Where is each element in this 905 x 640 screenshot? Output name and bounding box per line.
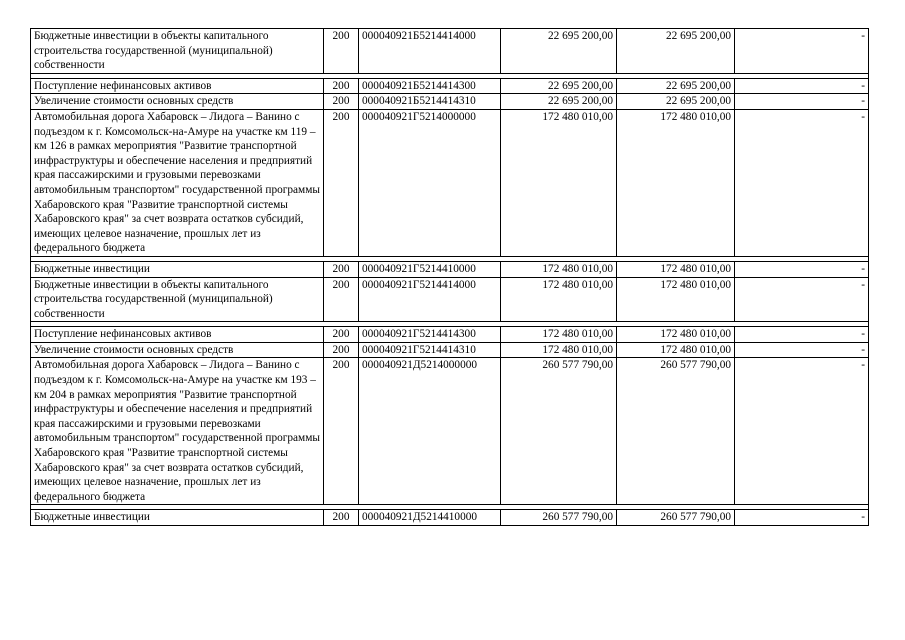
cell-line-code: 200 bbox=[324, 29, 359, 74]
cell-unexecuted-amount: - bbox=[735, 94, 869, 110]
cell-unexecuted-amount: - bbox=[735, 510, 869, 526]
cell-line-code: 200 bbox=[324, 342, 359, 358]
cell-approved-amount: 172 480 010,00 bbox=[501, 327, 617, 343]
cell-name: Автомобильная дорога Хабаровск – Лидога – Ванино с подъездом к г. Комсомольск-на-Амуре на участке км 119 – км 126 в рамках мероприятия "Развитие транспортной инфраструктуры и обеспечение населения и предприятий края пассажирскими и грузовыми перевозками автомобильным транспортом" государственной программы Хабаровского края "Развитие транспортной системы Хабаровского края" за счет возврата остатков субсидий, имеющих целевое назначение, прошлых лет из федерального бюджета bbox=[31, 109, 324, 256]
cell-unexecuted-amount: - bbox=[735, 78, 869, 94]
cell-classification-code: 000040921Д5214000000 bbox=[359, 358, 501, 505]
table-row bbox=[31, 261, 869, 277]
cell-name: Бюджетные инвестиции в объекты капитального строительства государственной (муниципальной) собственности bbox=[31, 277, 324, 322]
cell-approved-amount: 260 577 790,00 bbox=[501, 510, 617, 526]
table-row bbox=[31, 94, 869, 110]
budget-table bbox=[30, 28, 869, 526]
cell-approved-amount: 22 695 200,00 bbox=[501, 29, 617, 74]
table-row bbox=[31, 277, 869, 322]
cell-unexecuted-amount: - bbox=[735, 109, 869, 256]
table-row bbox=[31, 109, 869, 256]
budget-table-body bbox=[31, 29, 869, 526]
cell-unexecuted-amount: - bbox=[735, 342, 869, 358]
cell-unexecuted-amount: - bbox=[735, 327, 869, 343]
cell-approved-amount: 172 480 010,00 bbox=[501, 109, 617, 256]
table-row bbox=[31, 358, 869, 505]
table-row bbox=[31, 342, 869, 358]
cell-name: Поступление нефинансовых активов bbox=[31, 78, 324, 94]
cell-approved-amount: 172 480 010,00 bbox=[501, 342, 617, 358]
cell-approved-amount: 172 480 010,00 bbox=[501, 277, 617, 322]
cell-classification-code: 000040921Б5214414310 bbox=[359, 94, 501, 110]
cell-line-code: 200 bbox=[324, 94, 359, 110]
cell-unexecuted-amount: - bbox=[735, 358, 869, 505]
cell-name: Бюджетные инвестиции в объекты капитального строительства государственной (муниципальной) собственности bbox=[31, 29, 324, 74]
cell-classification-code: 000040921Б5214414300 bbox=[359, 78, 501, 94]
cell-executed-amount: 22 695 200,00 bbox=[617, 94, 735, 110]
cell-line-code: 200 bbox=[324, 358, 359, 505]
cell-classification-code: 000040921Г5214414300 bbox=[359, 327, 501, 343]
cell-line-code: 200 bbox=[324, 78, 359, 94]
cell-line-code: 200 bbox=[324, 109, 359, 256]
cell-classification-code: 000040921Д5214410000 bbox=[359, 510, 501, 526]
cell-name: Увеличение стоимости основных средств bbox=[31, 94, 324, 110]
cell-approved-amount: 22 695 200,00 bbox=[501, 94, 617, 110]
cell-classification-code: 000040921Б5214414000 bbox=[359, 29, 501, 74]
cell-executed-amount: 172 480 010,00 bbox=[617, 261, 735, 277]
cell-executed-amount: 260 577 790,00 bbox=[617, 358, 735, 505]
cell-executed-amount: 172 480 010,00 bbox=[617, 277, 735, 322]
cell-unexecuted-amount: - bbox=[735, 277, 869, 322]
cell-line-code: 200 bbox=[324, 327, 359, 343]
table-row bbox=[31, 327, 869, 343]
table-row bbox=[31, 510, 869, 526]
cell-classification-code: 000040921Г5214414310 bbox=[359, 342, 501, 358]
cell-executed-amount: 172 480 010,00 bbox=[617, 109, 735, 256]
cell-line-code: 200 bbox=[324, 261, 359, 277]
cell-classification-code: 000040921Г5214000000 bbox=[359, 109, 501, 256]
table-row bbox=[31, 29, 869, 74]
cell-approved-amount: 260 577 790,00 bbox=[501, 358, 617, 505]
cell-classification-code: 000040921Г5214410000 bbox=[359, 261, 501, 277]
cell-line-code: 200 bbox=[324, 510, 359, 526]
cell-unexecuted-amount: - bbox=[735, 261, 869, 277]
cell-executed-amount: 172 480 010,00 bbox=[617, 342, 735, 358]
cell-executed-amount: 22 695 200,00 bbox=[617, 78, 735, 94]
cell-name: Поступление нефинансовых активов bbox=[31, 327, 324, 343]
cell-name: Бюджетные инвестиции bbox=[31, 261, 324, 277]
cell-executed-amount: 260 577 790,00 bbox=[617, 510, 735, 526]
cell-name: Увеличение стоимости основных средств bbox=[31, 342, 324, 358]
cell-name: Бюджетные инвестиции bbox=[31, 510, 324, 526]
table-row bbox=[31, 78, 869, 94]
cell-classification-code: 000040921Г5214414000 bbox=[359, 277, 501, 322]
cell-approved-amount: 172 480 010,00 bbox=[501, 261, 617, 277]
cell-executed-amount: 22 695 200,00 bbox=[617, 29, 735, 74]
cell-approved-amount: 22 695 200,00 bbox=[501, 78, 617, 94]
cell-line-code: 200 bbox=[324, 277, 359, 322]
cell-executed-amount: 172 480 010,00 bbox=[617, 327, 735, 343]
cell-name: Автомобильная дорога Хабаровск – Лидога – Ванино с подъездом к г. Комсомольск-на-Амуре на участке км 193 – км 204 в рамках мероприятия "Развитие транспортной инфраструктуры и обеспечение населения и предприятий края пассажирскими и грузовыми перевозками автомобильным транспортом" государственной программы Хабаровского края "Развитие транспортной системы Хабаровского края" за счет возврата остатков субсидий, имеющих целевое назначение, прошлых лет из федерального бюджета bbox=[31, 358, 324, 505]
cell-unexecuted-amount: - bbox=[735, 29, 869, 74]
